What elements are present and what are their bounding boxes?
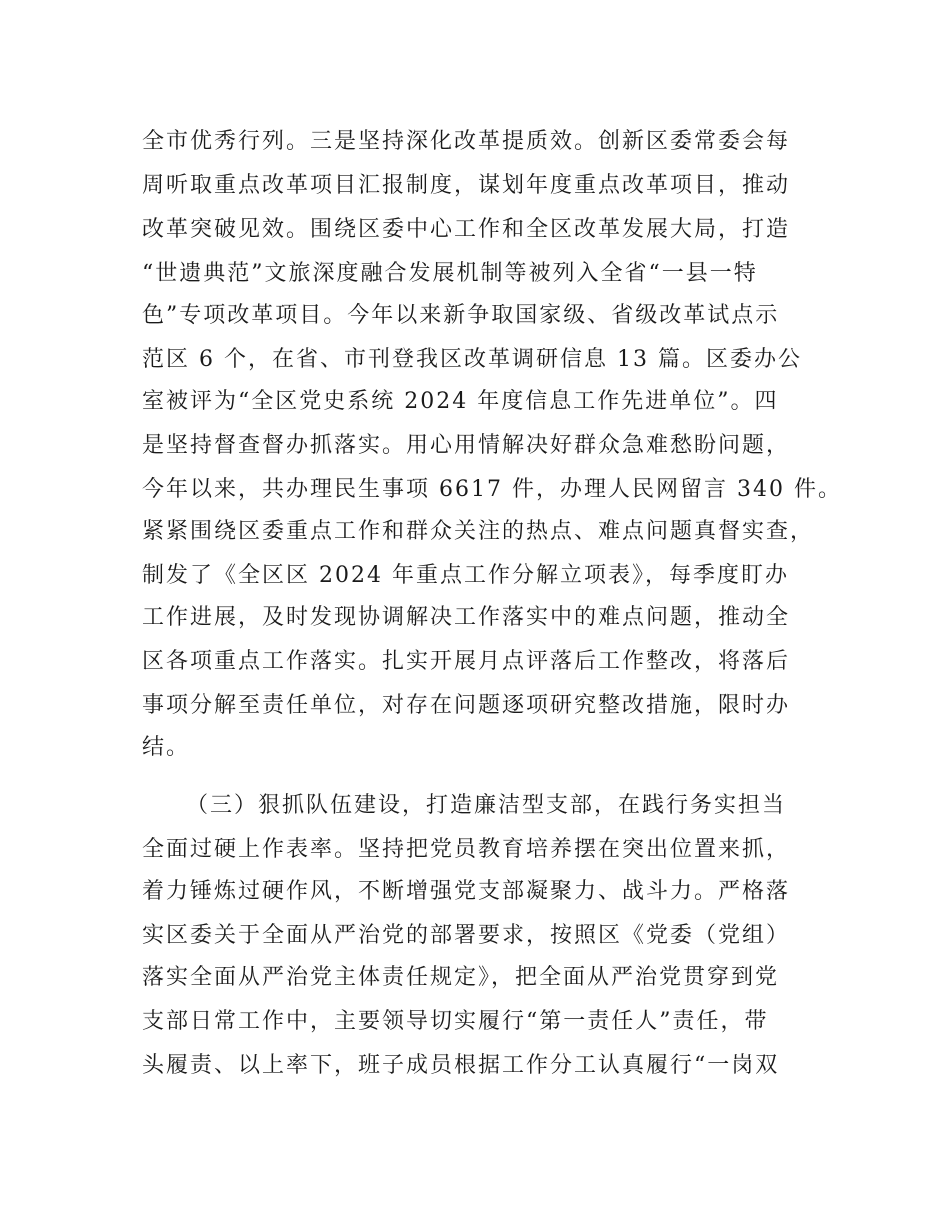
text-line: 室被评为“全区党史系统 2024 年度信息工作先进单位”。四 bbox=[142, 389, 779, 414]
text-line: 是坚持督查督办抓落实。用心用情解决好群众急难愁盼问题， bbox=[142, 433, 791, 458]
text-line: 结。 bbox=[142, 735, 191, 760]
text-line: 实区委关于全面从严治党的部署要求，按照区《党委（党组） bbox=[142, 923, 791, 948]
text-line: 周听取重点改革项目汇报制度，谋划年度重点改革项目，推动 bbox=[142, 173, 791, 198]
text-line: 改革突破见效。围绕区委中心工作和全区改革发展大局，打造 bbox=[142, 217, 791, 242]
text-line: 今年以来，共办理民生事项 6617 件，办理人民网留言 340 件。 bbox=[142, 477, 842, 502]
text-line: 范区 6 个，在省、市刊登我区改革调研信息 13 篇。区委办公 bbox=[142, 347, 802, 372]
text-line: 区各项重点工作落实。扎实开展月点评落后工作整改，将落后 bbox=[142, 649, 791, 674]
text-line: 工作进展，及时发现协调解决工作落实中的难点问题，推动全 bbox=[142, 605, 791, 630]
text-line: 制发了《全区区 2024 年重点工作分解立项表》，每季度盯办 bbox=[142, 563, 789, 588]
text-line: 紧紧围绕区委重点工作和群众关注的热点、难点问题真督实查， bbox=[142, 519, 815, 544]
text-line: 色”专项改革项目。今年以来新争取国家级、省级改革试点示 bbox=[142, 303, 780, 328]
text-line: 支部日常工作中，主要领导切实履行“第一责任人”责任，带 bbox=[142, 1009, 769, 1034]
text-line: 全面过硬上作表率。坚持把党员教育培养摆在突出位置来抓， bbox=[142, 837, 791, 862]
text-line: 着力锤炼过硬作风，不断增强党支部凝聚力、战斗力。严格落 bbox=[142, 879, 791, 904]
text-line: 事项分解至责任单位，对存在问题逐项研究整改措施，限时办 bbox=[142, 693, 791, 718]
text-line: 头履责、以上率下，班子成员根据工作分工认真履行“一岗双 bbox=[142, 1053, 780, 1078]
text-line: “世遗典范”文旅深度融合发展机制等被列入全省“一县一特 bbox=[142, 261, 758, 286]
section-heading-line: （三）狠抓队伍建设，打造廉洁型支部，在践行务实担当 bbox=[186, 793, 787, 818]
text-line: 落实全面从严治党主体责任规定》，把全面从严治党贯穿到党 bbox=[142, 965, 780, 990]
text-line: 全市优秀行列。三是坚持深化改革提质效。创新区委常委会每 bbox=[142, 129, 791, 154]
